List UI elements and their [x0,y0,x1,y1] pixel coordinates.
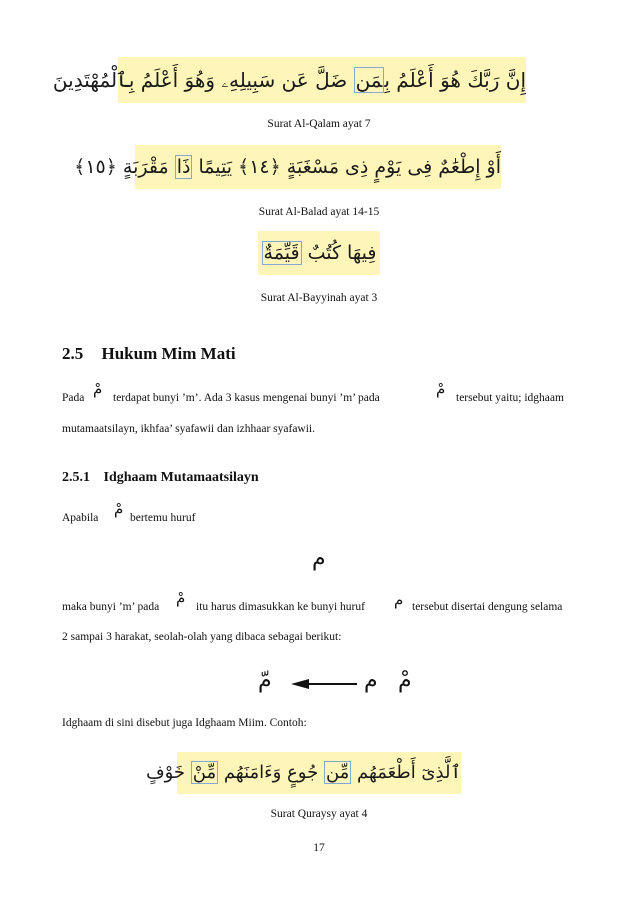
verse-text: ضَلَّ عَن سَبِيلِهِۦ وَهُوَ أَعْلَمُ بِٱلْمُهْتَدِينَ [52,68,354,92]
verse-caption: Surat Al-Qalam ayat 7 [267,118,371,130]
highlight-word: قَيِّمَةٌ [263,242,300,264]
mim-glyph-centered: م [312,546,326,571]
highlight-word: مِّنْ [192,762,217,783]
para2-text1: Apabila [62,512,99,524]
subsection-title: Idghaam Mutamaatsilayn [103,470,259,485]
para3-text1: maka bunyi ’m’ pada [62,601,160,613]
verse-text: إِنَّ رَبَّكَ هُوَ أَعْلَمُ بِ [384,68,526,92]
verse-text: مَقْرَبَةٍ ﴿١٥﴾ [74,156,175,178]
mim-sukun-glyph: مْ [93,380,103,398]
subsection-heading [62,470,259,486]
verse-text: أَوْ إِطْعَٰمٌ فِى يَوْمٍ ذِى مَسْغَبَةٍ ﴿١٤﴾ يَتِيمًا [192,156,501,178]
highlight-word: ذَا [176,156,191,178]
verse-quraysy-4 [145,752,461,794]
verse-caption: Surat Quraysy ayat 4 [270,808,368,820]
highlight-word: مِّن [325,762,350,783]
subsection-number: 2.5.1 [62,470,90,485]
verse-caption: Surat Al-Bayyinah ayat 3 [260,292,378,304]
para1-text1: Pada [62,392,85,404]
arrow-left-icon [289,676,359,692]
mim-sukun-glyph: مْ [398,668,412,693]
verse-caption: Surat Al-Balad ayat 14-15 [258,206,380,218]
verse-balad-14-15 [74,145,501,189]
mim-shadda-glyph: مّ [258,668,272,693]
para1-text2: terdapat bunyi ’m’. Ada 3 kasus mengenai bunyi ’m’ pada [113,392,380,404]
page-number: 17 [313,842,325,854]
mim-sukun-glyph: مْ [436,380,446,398]
para1-text3: tersebut yaitu; idghaam [456,392,564,404]
verse-qalam-7 [52,57,526,103]
verse-text: فِيهَا كُتُبٌ [301,242,377,264]
para3-text3: tersebut disertai dengung selama [412,601,563,613]
mim-sukun-glyph: مْ [176,589,186,607]
para3-line2: 2 sampai 3 harakat, seolah-olah yang dibaca sebagai berikut: [62,631,342,643]
para4-text: Idghaam di sini disebut juga Idghaam Miim. Contoh: [62,717,307,729]
verse-text: ٱلَّذِىٓ أَطْعَمَهُم [351,762,461,783]
mim-glyph: م [364,668,378,693]
section-number: 2.5 [62,344,84,363]
mim-sukun-glyph: مْ [114,500,124,518]
section-title: Hukum Mim Mati [101,344,236,363]
verse-bayyinah-3 [258,231,380,275]
verse-text: خَوْفٍ [145,762,191,783]
mim-glyph: م [394,591,404,609]
verse-text: جُوعٍ وَءَامَنَهُم [218,762,324,783]
para3-text2: itu harus dimasukkan ke bunyi huruf [196,601,365,613]
highlight-word: مَن [355,68,383,92]
para2-text2: bertemu huruf [130,512,196,524]
para1-line2: mutamaatsilayn, ikhfaa’ syafawii dan izhhaar syafawii. [62,423,316,435]
section-heading [62,344,236,364]
